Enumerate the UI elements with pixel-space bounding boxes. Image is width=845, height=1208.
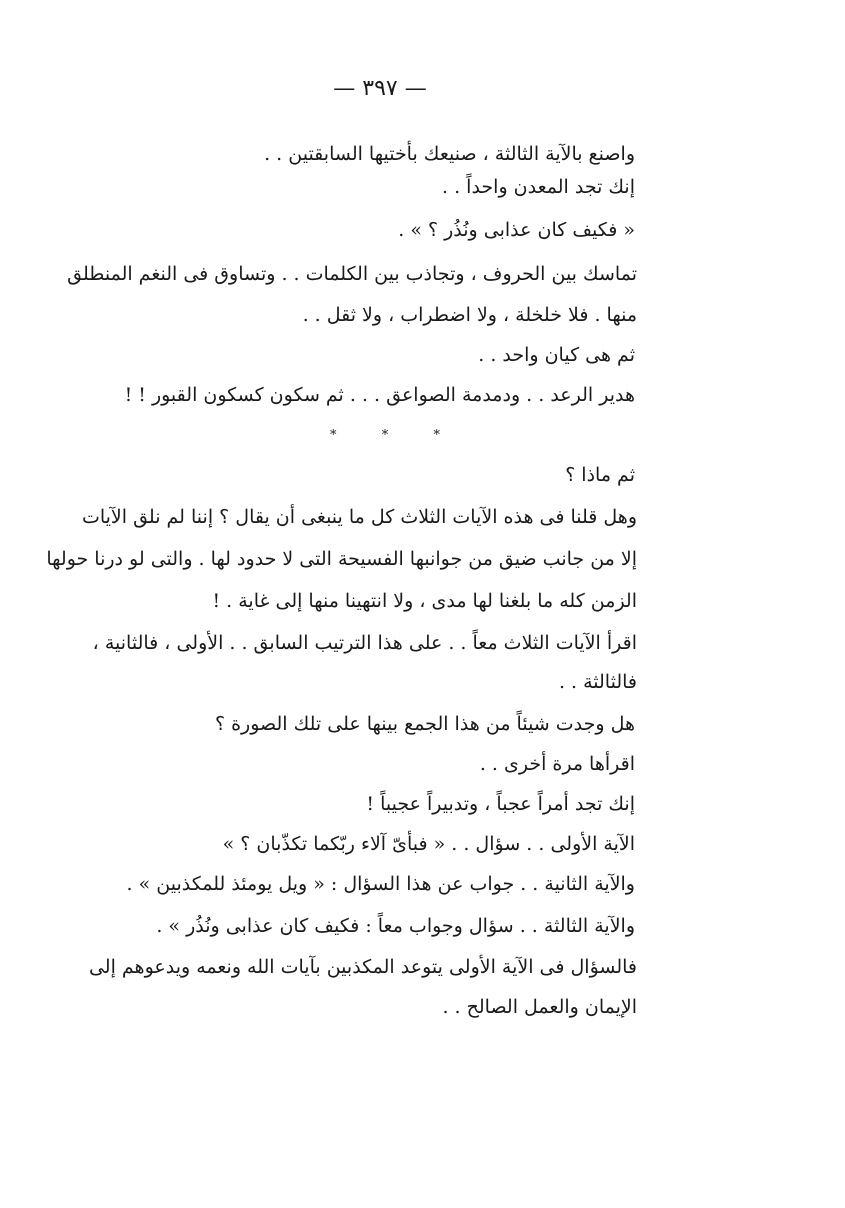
- text-line-18: والآية الثانية . . جواب عن هذا السؤال : « ويل يومئذ للمكذبين » .: [126, 873, 635, 895]
- text-line-9: وهل قلنا فى هذه الآيات الثلاث كل ما ينبغى أن يقال ؟ إننا لم نلق الآيات: [81, 506, 637, 528]
- text-line-17: الآية الأولى . . سؤال . . « فبأىّ آلاء ربّكما تكذّبان ؟ »: [222, 833, 635, 855]
- text-line-3: « فكيف كان عذابى ونُذُر ؟ » .: [398, 219, 635, 241]
- text-line-16: إنك تجد أمراً عجباً ، وتدبيراً عجيباً !: [366, 793, 635, 815]
- text-line-10: إلا من جانب ضيق من جوانبها الفسيحة التى لا حدود لها . والتى لو درنا حولها: [46, 548, 637, 570]
- text-line-1: واصنع بالآية الثالثة ، صنيعك بأختيها السابقتين . .: [264, 143, 635, 165]
- text-line-5: منها . فلا خلخلة ، ولا اضطراب ، ولا ثقل . .: [302, 304, 637, 326]
- text-line-19: والآية الثالثة . . سؤال وجواب معاً : فكيف كان عذابى ونُذُر » .: [156, 915, 635, 937]
- text-line-11: الزمن كله ما بلغنا لها مدى ، ولا انتهينا منها إلى غاية . !: [212, 590, 637, 612]
- text-line-12: اقرأ الآيات الثلاث معاً . . على هذا الترتيب السابق . . الأولى ، فالثانية ،: [92, 632, 637, 654]
- text-line-21: الإيمان والعمل الصالح . .: [442, 996, 637, 1018]
- text-line-15: اقرأها مرة أخرى . .: [479, 753, 635, 775]
- separator-star-3: *: [433, 428, 440, 443]
- text-line-8: ثم ماذا ؟: [565, 464, 635, 486]
- page-number: — ٣٩٧ —: [333, 76, 427, 101]
- text-line-6: ثم هى كيان واحد . .: [478, 344, 635, 366]
- text-line-7: هدير الرعد . . ودمدمة الصواعق . . . ثم سكون كسكون القبور ! !: [124, 384, 635, 406]
- text-line-20: فالسؤال فى الآية الأولى يتوعد المكذبين بآيات الله ونعمه ويدعوهم إلى: [88, 956, 637, 978]
- section-separator: [330, 428, 440, 443]
- text-line-13: فالثالثة . .: [558, 671, 637, 693]
- text-line-4: تماسك بين الحروف ، وتجاذب بين الكلمات . . وتساوق فى النغم المنطلق: [67, 263, 637, 285]
- separator-star-2: *: [381, 428, 389, 443]
- text-line-2: إنك تجد المعدن واحداً . .: [442, 176, 635, 198]
- separator-star-1: *: [330, 428, 337, 443]
- text-line-14: هل وجدت شيئاً من هذا الجمع بينها على تلك الصورة ؟: [214, 713, 635, 735]
